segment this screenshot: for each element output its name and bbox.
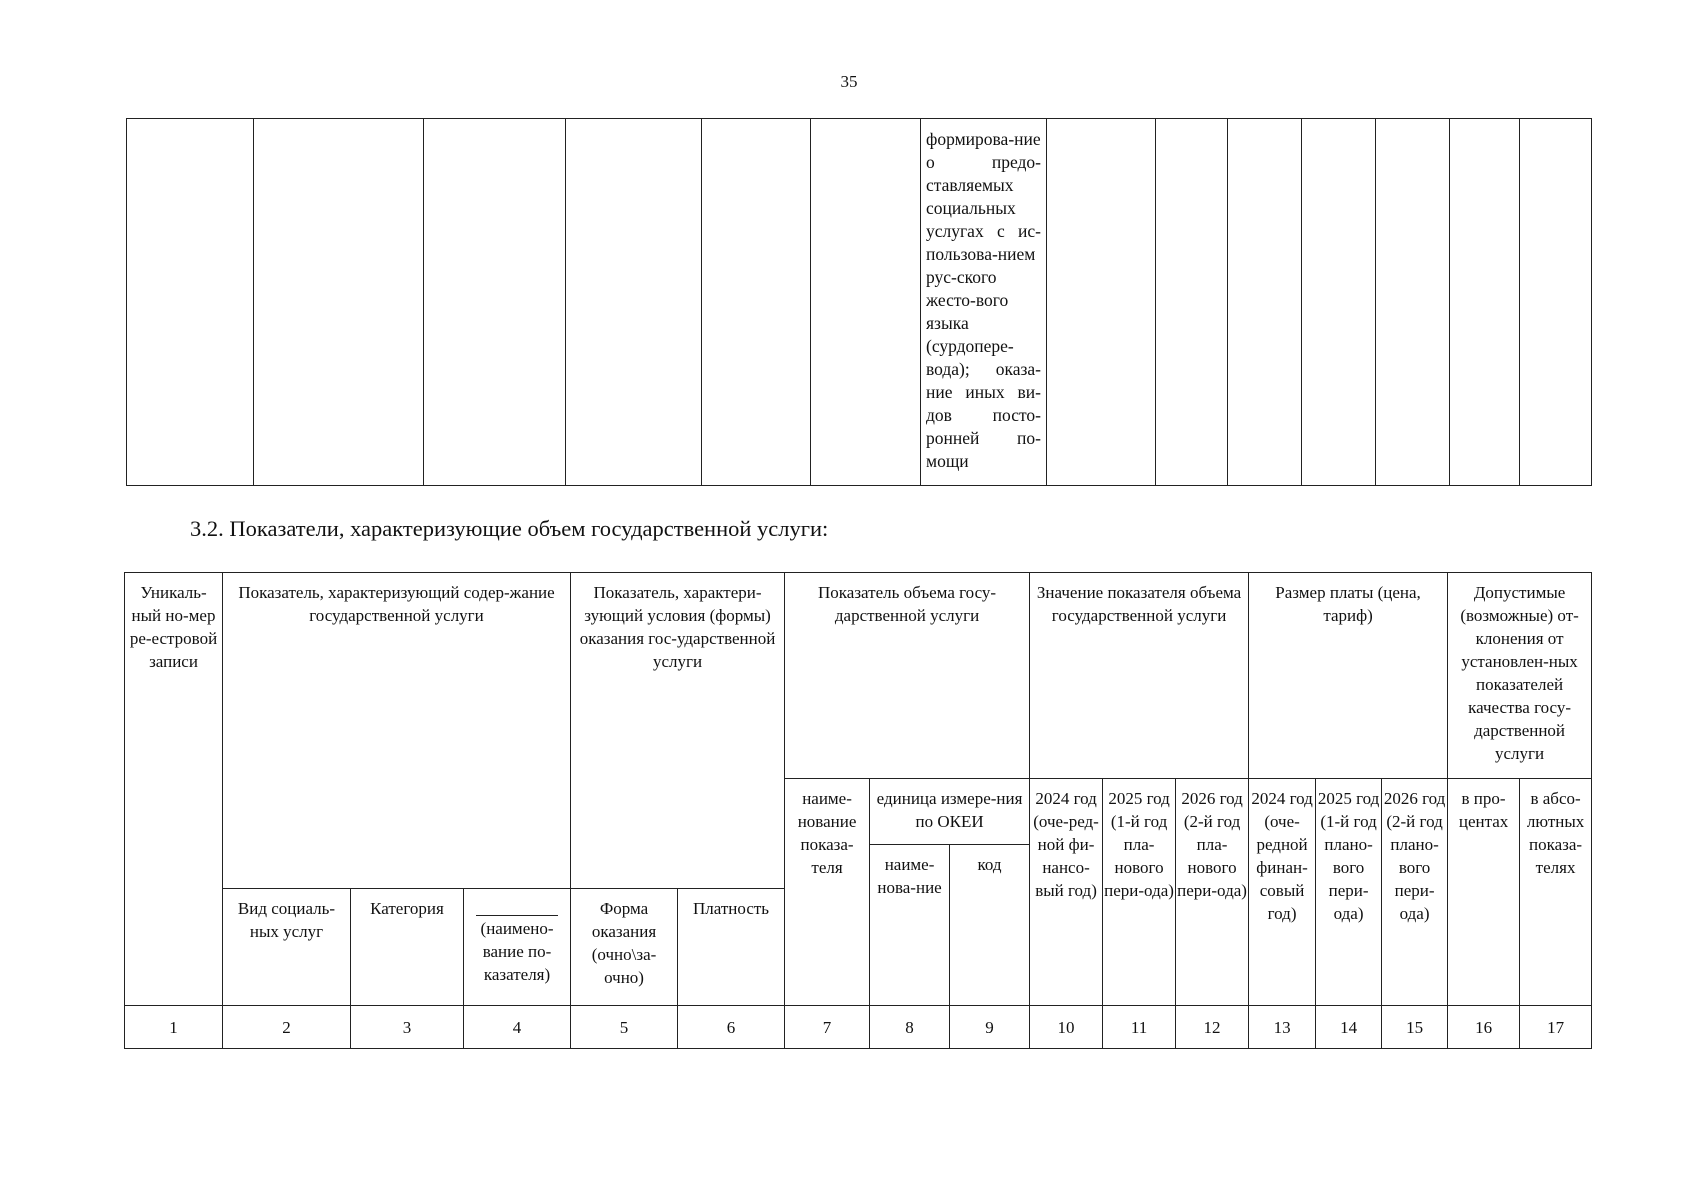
header-value-2026: 2026 год (2-й год пла-нового пери-ода) [1176, 779, 1249, 1006]
empty-cell [1156, 119, 1228, 486]
header-service-content: Показатель, характеризующий содер-жание государственной услуги [223, 573, 571, 889]
empty-cell [702, 119, 811, 486]
header-fee-2026: 2026 год (2-й год плано-вого пери-ода) [1382, 779, 1448, 1006]
header-social-service-type: Вид социаль-ных услуг [223, 889, 351, 1006]
header-service-conditions: Показатель, характери-зующий условия (формы) оказания гос-ударственной услуги [571, 573, 785, 889]
header-blank-indicator-label: (наимено-вание по-казателя) [480, 919, 554, 984]
column-number: 2 [223, 1006, 351, 1049]
column-number: 11 [1103, 1006, 1176, 1049]
header-allowed-deviations: Допустимые (возможные) от-клонения от установлен-ных показателей качества госу-дарственной услуги [1448, 573, 1592, 779]
column-number: 14 [1316, 1006, 1382, 1049]
section-heading: 3.2. Показатели, характеризующие объем государственной услуги: [190, 516, 829, 541]
header-unit-name: наиме-нова-ние [870, 845, 950, 1006]
header-indicator-name: наиме-нование показа-теля [785, 779, 870, 1006]
empty-cell [1228, 119, 1302, 486]
header-registry-number: Уникаль-ный но-мер ре-естровой записи [125, 573, 223, 1006]
header-fee-2025: 2025 год (1-й год плано-вого пери-ода) [1316, 779, 1382, 1006]
column-number: 1 [125, 1006, 223, 1049]
column-number: 8 [870, 1006, 950, 1049]
header-value-2025: 2025 год (1-й год пла-нового пери-ода) [1103, 779, 1176, 1006]
header-deviation-percent: в про-центах [1448, 779, 1520, 1006]
column-number: 9 [950, 1006, 1030, 1049]
page-number: 35 [840, 72, 858, 91]
header-blank-indicator [464, 889, 571, 1006]
empty-cell [566, 119, 702, 486]
volume-indicators-table [124, 572, 1592, 1049]
column-number: 3 [351, 1006, 464, 1049]
column-number: 10 [1030, 1006, 1103, 1049]
empty-cell [1450, 119, 1520, 486]
header-deviation-absolute: в абсо-лютных показа-телях [1520, 779, 1592, 1006]
empty-cell [127, 119, 254, 486]
header-value-2024: 2024 год (оче-ред-ной фи-нансо-вый год) [1030, 779, 1103, 1006]
empty-cell [1047, 119, 1156, 486]
header-payment: Платность [678, 889, 785, 1006]
column-number: 5 [571, 1006, 678, 1049]
column-number: 15 [1382, 1006, 1448, 1049]
column-number: 7 [785, 1006, 870, 1049]
column-number: 16 [1448, 1006, 1520, 1049]
header-volume-value: Значение показателя объема государственной услуги [1030, 573, 1249, 779]
empty-cell [811, 119, 921, 486]
column-number: 6 [678, 1006, 785, 1049]
header-service-form: Форма оказания (очно\за-очно) [571, 889, 678, 1006]
empty-cell [1520, 119, 1592, 486]
blank-line [476, 897, 558, 916]
header-unit-okei: единица измере-ния по ОКЕИ [870, 779, 1030, 845]
header-category: Категория [351, 889, 464, 1006]
column-number: 13 [1249, 1006, 1316, 1049]
header-unit-code: код [950, 845, 1030, 1006]
quality-table-continuation [126, 118, 1592, 486]
empty-cell [1302, 119, 1376, 486]
empty-cell [424, 119, 566, 486]
column-number: 17 [1520, 1006, 1592, 1049]
header-fee-2024: 2024 год (оче-редной финан-совый год) [1249, 779, 1316, 1006]
column-number: 12 [1176, 1006, 1249, 1049]
header-volume-indicator: Показатель объема госу-дарственной услуги [785, 573, 1030, 779]
empty-cell [1376, 119, 1450, 486]
header-fee: Размер платы (цена, тариф) [1249, 573, 1448, 779]
empty-cell [254, 119, 424, 486]
continuation-text-cell: формирова-ние о предо-ставляемых социальных услугах с ис-пользова-нием рус-ского жесто-вого языка (сурдопере-вода); оказа-ние иных ви-дов посто-ронней по-мощи [921, 119, 1047, 486]
column-number: 4 [464, 1006, 571, 1049]
